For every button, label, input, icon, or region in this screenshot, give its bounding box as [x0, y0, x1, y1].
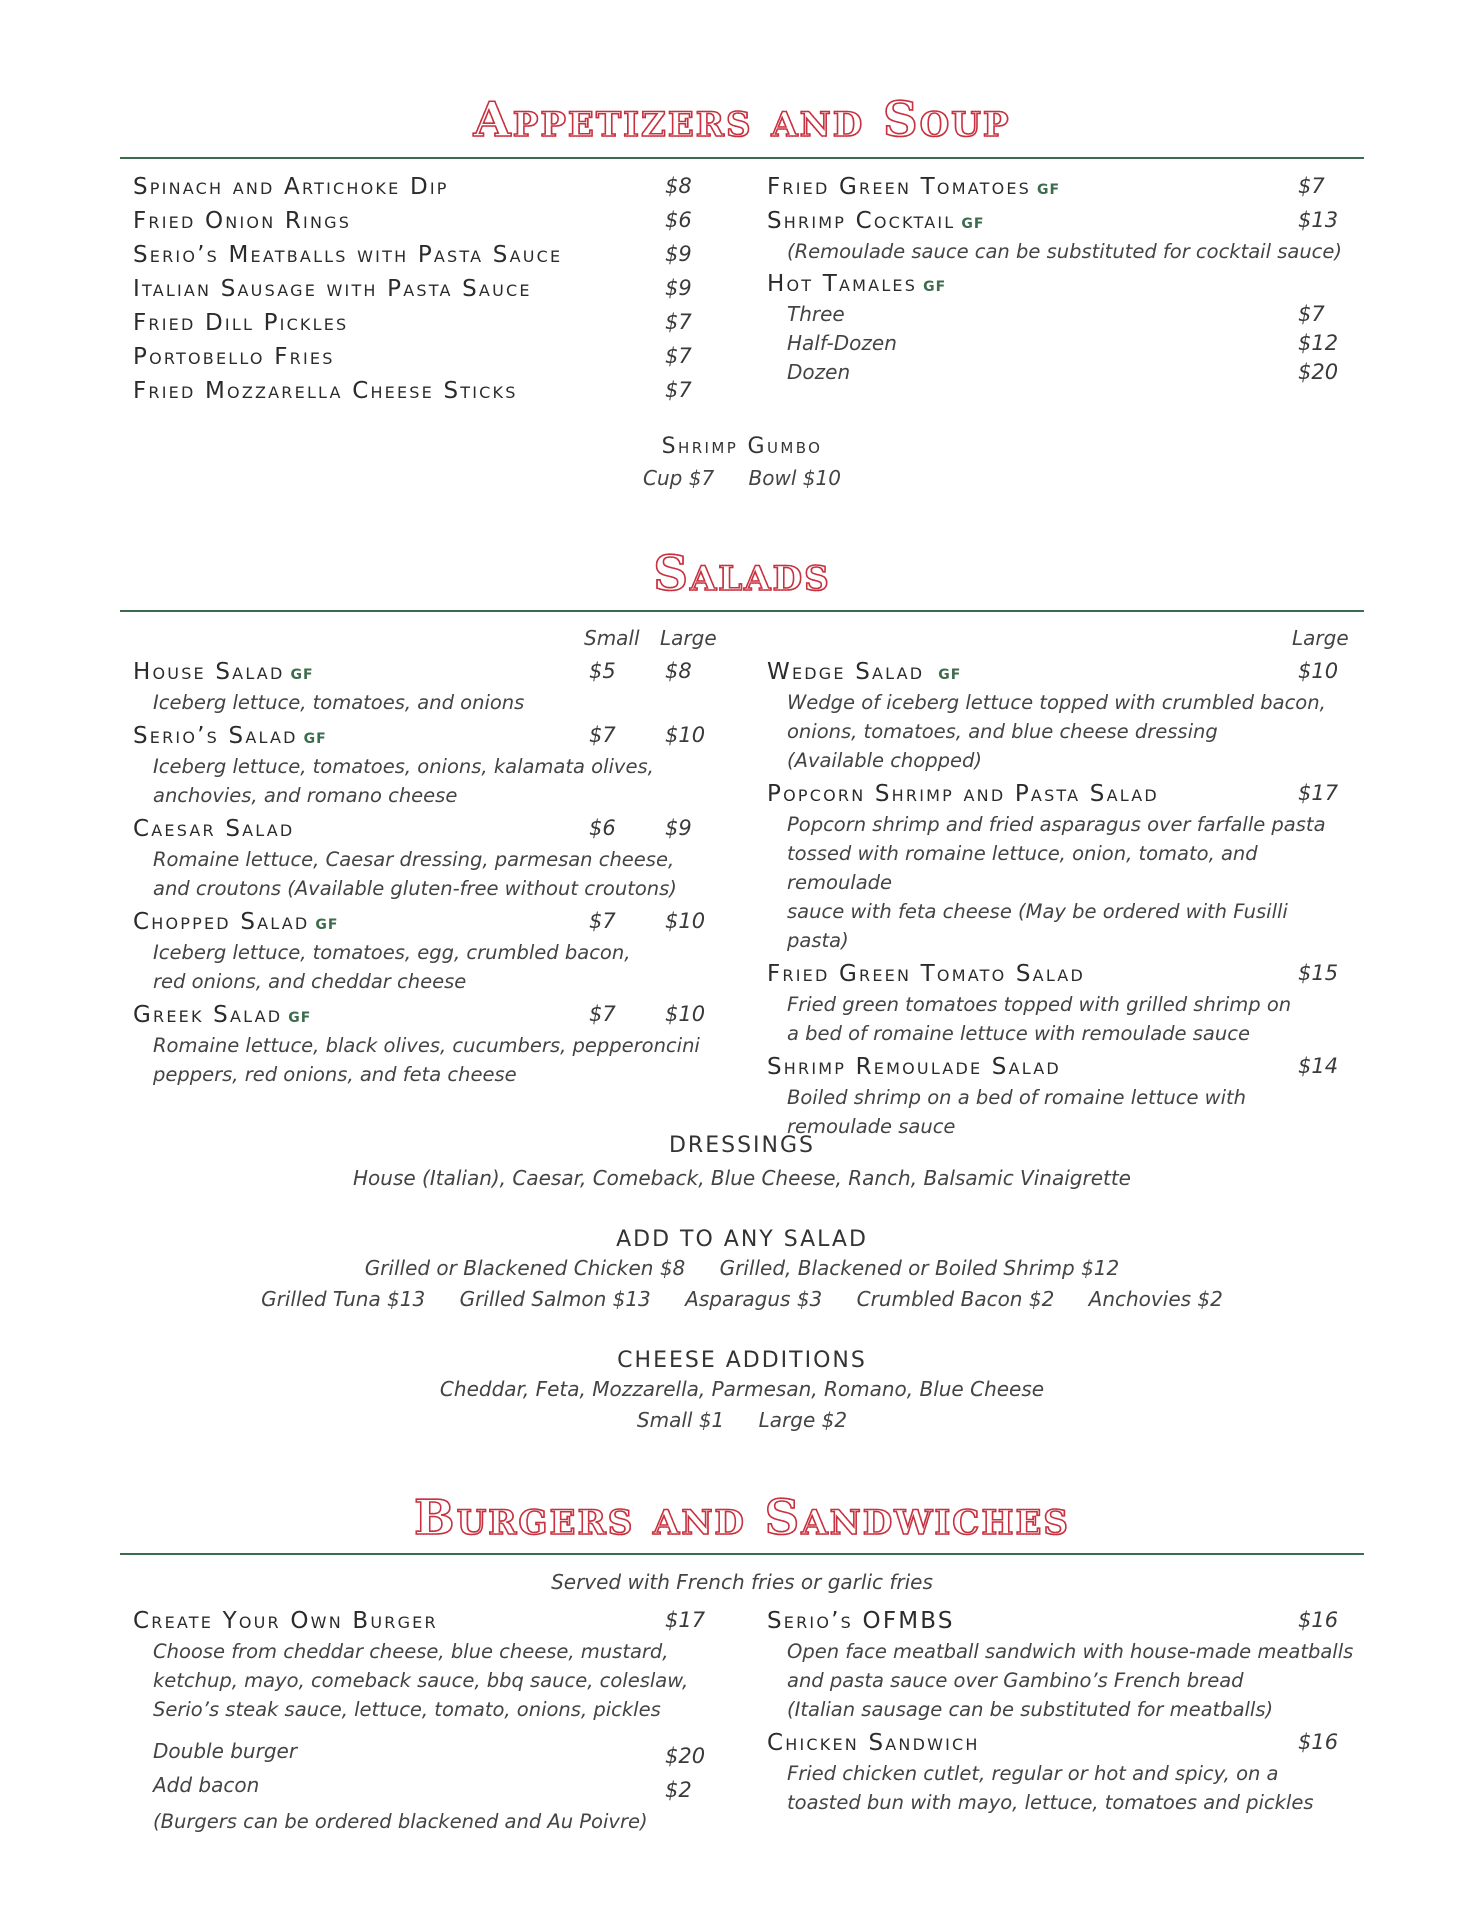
- gluten-free-badge: GF: [288, 1010, 312, 1026]
- item-price: $8: [665, 174, 692, 198]
- item-description: Choose from cheddar cheese, blue cheese, mustard, ketchup, mayo, comeback sauce, bbq sauce, coleslaw, Serio’s steak sauce, lettuce, tomato, onions, pickles: [153, 1640, 689, 1721]
- salads-rule: [120, 610, 1364, 612]
- item-price: $17: [665, 1608, 706, 1632]
- cheese-list: Cheddar, Feta, Mozzarella, Parmesan, Romano, Blue Cheese: [439, 1377, 1045, 1401]
- gluten-free-badge: GF: [961, 216, 985, 232]
- tamale-option: [767, 329, 1357, 358]
- item-description: Fried green tomatoes topped with grilled shrimp on a bed of romaine lettuce with remoulade sauce: [787, 993, 1292, 1045]
- item-price: $6: [665, 208, 692, 232]
- item-name: Greek Salad: [133, 1002, 283, 1028]
- gluten-free-badge: GF: [303, 731, 327, 747]
- right-large-column-header: Large: [1292, 626, 1349, 650]
- gluten-free-badge: GF: [315, 917, 339, 933]
- add-option: Grilled Salmon $13: [459, 1287, 651, 1311]
- menu-item: [133, 208, 693, 242]
- gumbo-name: Shrimp Gumbo: [661, 434, 823, 459]
- appetizers-rule: [120, 157, 1364, 159]
- salads-right-column: [767, 659, 1367, 1141]
- small-price: $6: [589, 816, 616, 840]
- item-description: Popcorn shrimp and fried asparagus over farfalle pasta tossed with romaine lettuce, onion, tomato, and remoulade sauce with feta cheese (May be ordered with Fusilli pasta): [787, 813, 1326, 952]
- item-name: Shrimp Remoulade Salad: [767, 1054, 1061, 1080]
- item-name: Portobello Fries: [133, 344, 335, 370]
- gluten-free-badge: GF: [290, 667, 314, 683]
- item-name: Serio’s Meatballs with Pasta Sauce: [133, 242, 563, 268]
- appetizers-left-column: [133, 174, 693, 412]
- dressings-title: DRESSINGS: [668, 1133, 815, 1158]
- large-price: $10: [665, 1002, 706, 1026]
- salad-item: [767, 961, 1367, 990]
- option-label: Double burger: [153, 1739, 298, 1763]
- item-name: House Salad: [133, 659, 285, 685]
- menu-item: [133, 310, 693, 344]
- menu-item: [133, 242, 693, 276]
- salad-item: [767, 1054, 1367, 1083]
- item-price: $16: [1298, 1608, 1339, 1632]
- item-description: Open face meatball sandwich with house-made meatballs and pasta sauce over Gambino’s French bread (Italian sausage can be substituted for meatballs): [787, 1640, 1354, 1721]
- salad-item: [133, 1002, 713, 1031]
- item-price: $7: [665, 378, 692, 402]
- item-description: Wedge of iceberg lettuce topped with crumbled bacon, onions, tomatoes, and blue cheese dressing (Available chopped): [787, 691, 1326, 772]
- item-price: $7: [665, 344, 692, 368]
- appetizers-title: Appetizers and Soup: [473, 92, 1011, 148]
- item-description: Romaine lettuce, Caesar dressing, parmesan cheese, and croutons (Available gluten-free without croutons): [153, 848, 677, 900]
- item-note: (Remoulade sauce can be substituted for cocktail sauce): [787, 240, 1343, 263]
- salad-item: [133, 659, 713, 688]
- item-name: Italian Sausage with Pasta Sauce: [133, 276, 532, 302]
- option-label: Dozen: [787, 360, 851, 384]
- salad-item: [767, 781, 1367, 810]
- add-to-salad-block: [0, 1227, 1484, 1315]
- small-price: $5: [589, 659, 616, 683]
- option-price: $7: [1298, 302, 1325, 326]
- item-name: Chopped Salad: [133, 909, 310, 935]
- option-price: $2: [665, 1778, 692, 1802]
- add-row-1: [0, 1253, 1484, 1284]
- small-column-header: Small: [584, 626, 640, 650]
- item-name: Serio’s Salad: [133, 723, 298, 749]
- menu-item: [767, 174, 1357, 208]
- item-name: Fried Onion Rings: [133, 208, 352, 234]
- gluten-free-badge: GF: [938, 667, 962, 683]
- add-option: Asparagus $3: [685, 1287, 823, 1311]
- item-name: Fried Green Tomatoes: [767, 174, 1032, 200]
- cheese-additions-block: [0, 1348, 1484, 1436]
- item-price: $14: [1298, 1054, 1339, 1078]
- item-name: Fried Green Tomato Salad: [767, 961, 1085, 987]
- option-label: Half-Dozen: [787, 331, 897, 355]
- salad-item: [133, 909, 713, 938]
- item-price: $7: [665, 310, 692, 334]
- menu-item: [133, 276, 693, 310]
- appetizers-right-column: [767, 174, 1357, 387]
- item-price: $9: [665, 276, 692, 300]
- item-price: $15: [1298, 961, 1339, 985]
- cheese-prices: [0, 1405, 1484, 1436]
- item-name: Chicken Sandwich: [767, 1730, 980, 1756]
- menu-item: [133, 174, 693, 208]
- item-description: Iceberg lettuce, tomatoes, egg, crumbled bacon, red onions, and cheddar cheese: [153, 941, 631, 993]
- item-description: Romaine lettuce, black olives, cucumbers, pepperoncini peppers, red onions, and feta cheese: [153, 1034, 700, 1086]
- option-label: Add bacon: [153, 1773, 260, 1797]
- add-option: Grilled Tuna $13: [261, 1287, 426, 1311]
- item-name: Hot Tamales: [767, 271, 918, 297]
- item-price: $17: [1298, 781, 1339, 805]
- add-row-2: [0, 1284, 1484, 1315]
- add-option: Grilled, Blackened or Boiled Shrimp $12: [719, 1256, 1120, 1280]
- large-column-header: Large: [660, 626, 717, 650]
- add-option: Grilled or Blackened Chicken $8: [364, 1256, 686, 1280]
- add-option: Crumbled Bacon $2: [856, 1287, 1055, 1311]
- gumbo-prices: [0, 463, 1484, 494]
- item-name: Shrimp Cocktail: [767, 208, 956, 234]
- item-name: Create Your Own Burger: [133, 1608, 438, 1634]
- burger-option: [133, 1734, 713, 1768]
- salads-title: Salads: [653, 546, 831, 602]
- item-name: Fried Mozzarella Cheese Sticks: [133, 378, 518, 404]
- gumbo-block: [0, 434, 1484, 494]
- burgers-left-column: [133, 1608, 713, 1836]
- option-price: $20: [665, 1744, 706, 1768]
- large-price: $10: [665, 909, 706, 933]
- item-name: Popcorn Shrimp and Pasta Salad: [767, 781, 1159, 807]
- gumbo-cup-price: Cup $7: [643, 466, 715, 490]
- gluten-free-badge: GF: [923, 279, 947, 295]
- dressings-list: House (Italian), Caesar, Comeback, Blue Cheese, Ranch, Balsamic Vinaigrette: [353, 1166, 1131, 1190]
- menu-item: [133, 344, 693, 378]
- salad-item: [133, 816, 713, 845]
- menu-item: [767, 208, 1357, 237]
- item-name: Caesar Salad: [133, 816, 295, 842]
- option-price: $20: [1298, 360, 1339, 384]
- option-label: Three: [787, 302, 845, 326]
- item-price: $10: [1298, 659, 1339, 683]
- large-price: $10: [665, 723, 706, 747]
- burgers-rule: [120, 1553, 1364, 1555]
- menu-item: [767, 1730, 1367, 1759]
- add-to-salad-title: ADD TO ANY SALAD: [616, 1227, 868, 1252]
- gluten-free-badge: GF: [1037, 182, 1061, 198]
- large-price: $8: [665, 659, 692, 683]
- cheese-large-price: Large $2: [758, 1408, 848, 1432]
- item-price: $9: [665, 242, 692, 266]
- add-option: Anchovies $2: [1088, 1287, 1223, 1311]
- item-price: $13: [1298, 208, 1339, 232]
- cheese-small-price: Small $1: [636, 1408, 725, 1432]
- burgers-subtitle-block: [0, 1567, 1484, 1598]
- item-description: Iceberg lettuce, tomatoes, onions, kalamata olives, anchovies, and romano cheese: [153, 755, 654, 807]
- gumbo-bowl-price: Bowl $10: [748, 466, 841, 490]
- menu-item: [133, 1608, 713, 1637]
- item-name: Serio’s OFMBS: [767, 1608, 955, 1634]
- burgers-subtitle: Served with French fries or garlic fries: [551, 1570, 933, 1594]
- tamale-option: [767, 358, 1357, 387]
- option-price: $12: [1298, 331, 1339, 355]
- small-price: $7: [589, 723, 616, 747]
- salad-item: [133, 723, 713, 752]
- item-name: Fried Dill Pickles: [133, 310, 349, 336]
- burgers-right-column: [767, 1608, 1367, 1817]
- item-description: Fried chicken cutlet, regular or hot and spicy, on a toasted bun with mayo, lettuce, tomatoes and pickles: [787, 1762, 1314, 1814]
- menu-item: [767, 271, 1357, 300]
- item-description: Boiled shrimp on a bed of romaine lettuce with remoulade sauce: [787, 1086, 1247, 1138]
- large-price: $9: [665, 816, 692, 840]
- cheese-additions-title: CHEESE ADDITIONS: [617, 1348, 867, 1373]
- item-name: Spinach and Artichoke Dip: [133, 174, 449, 200]
- menu-item: [133, 378, 693, 412]
- burger-option: [133, 1768, 713, 1802]
- small-price: $7: [589, 1002, 616, 1026]
- small-price: $7: [589, 909, 616, 933]
- salads-left-column: [133, 659, 713, 1089]
- salad-item: [767, 659, 1367, 688]
- burgers-title: Burgers and Sandwiches: [414, 1490, 1070, 1546]
- item-name: Wedge Salad: [767, 659, 925, 685]
- burger-note: (Burgers can be ordered blackened and Au Poivre): [153, 1810, 648, 1833]
- item-price: $7: [1298, 174, 1325, 198]
- menu-item: [767, 1608, 1367, 1637]
- item-description: Iceberg lettuce, tomatoes, and onions: [153, 691, 525, 714]
- tamale-option: [767, 300, 1357, 329]
- dressings-block: [0, 1133, 1484, 1194]
- item-price: $16: [1298, 1730, 1339, 1754]
